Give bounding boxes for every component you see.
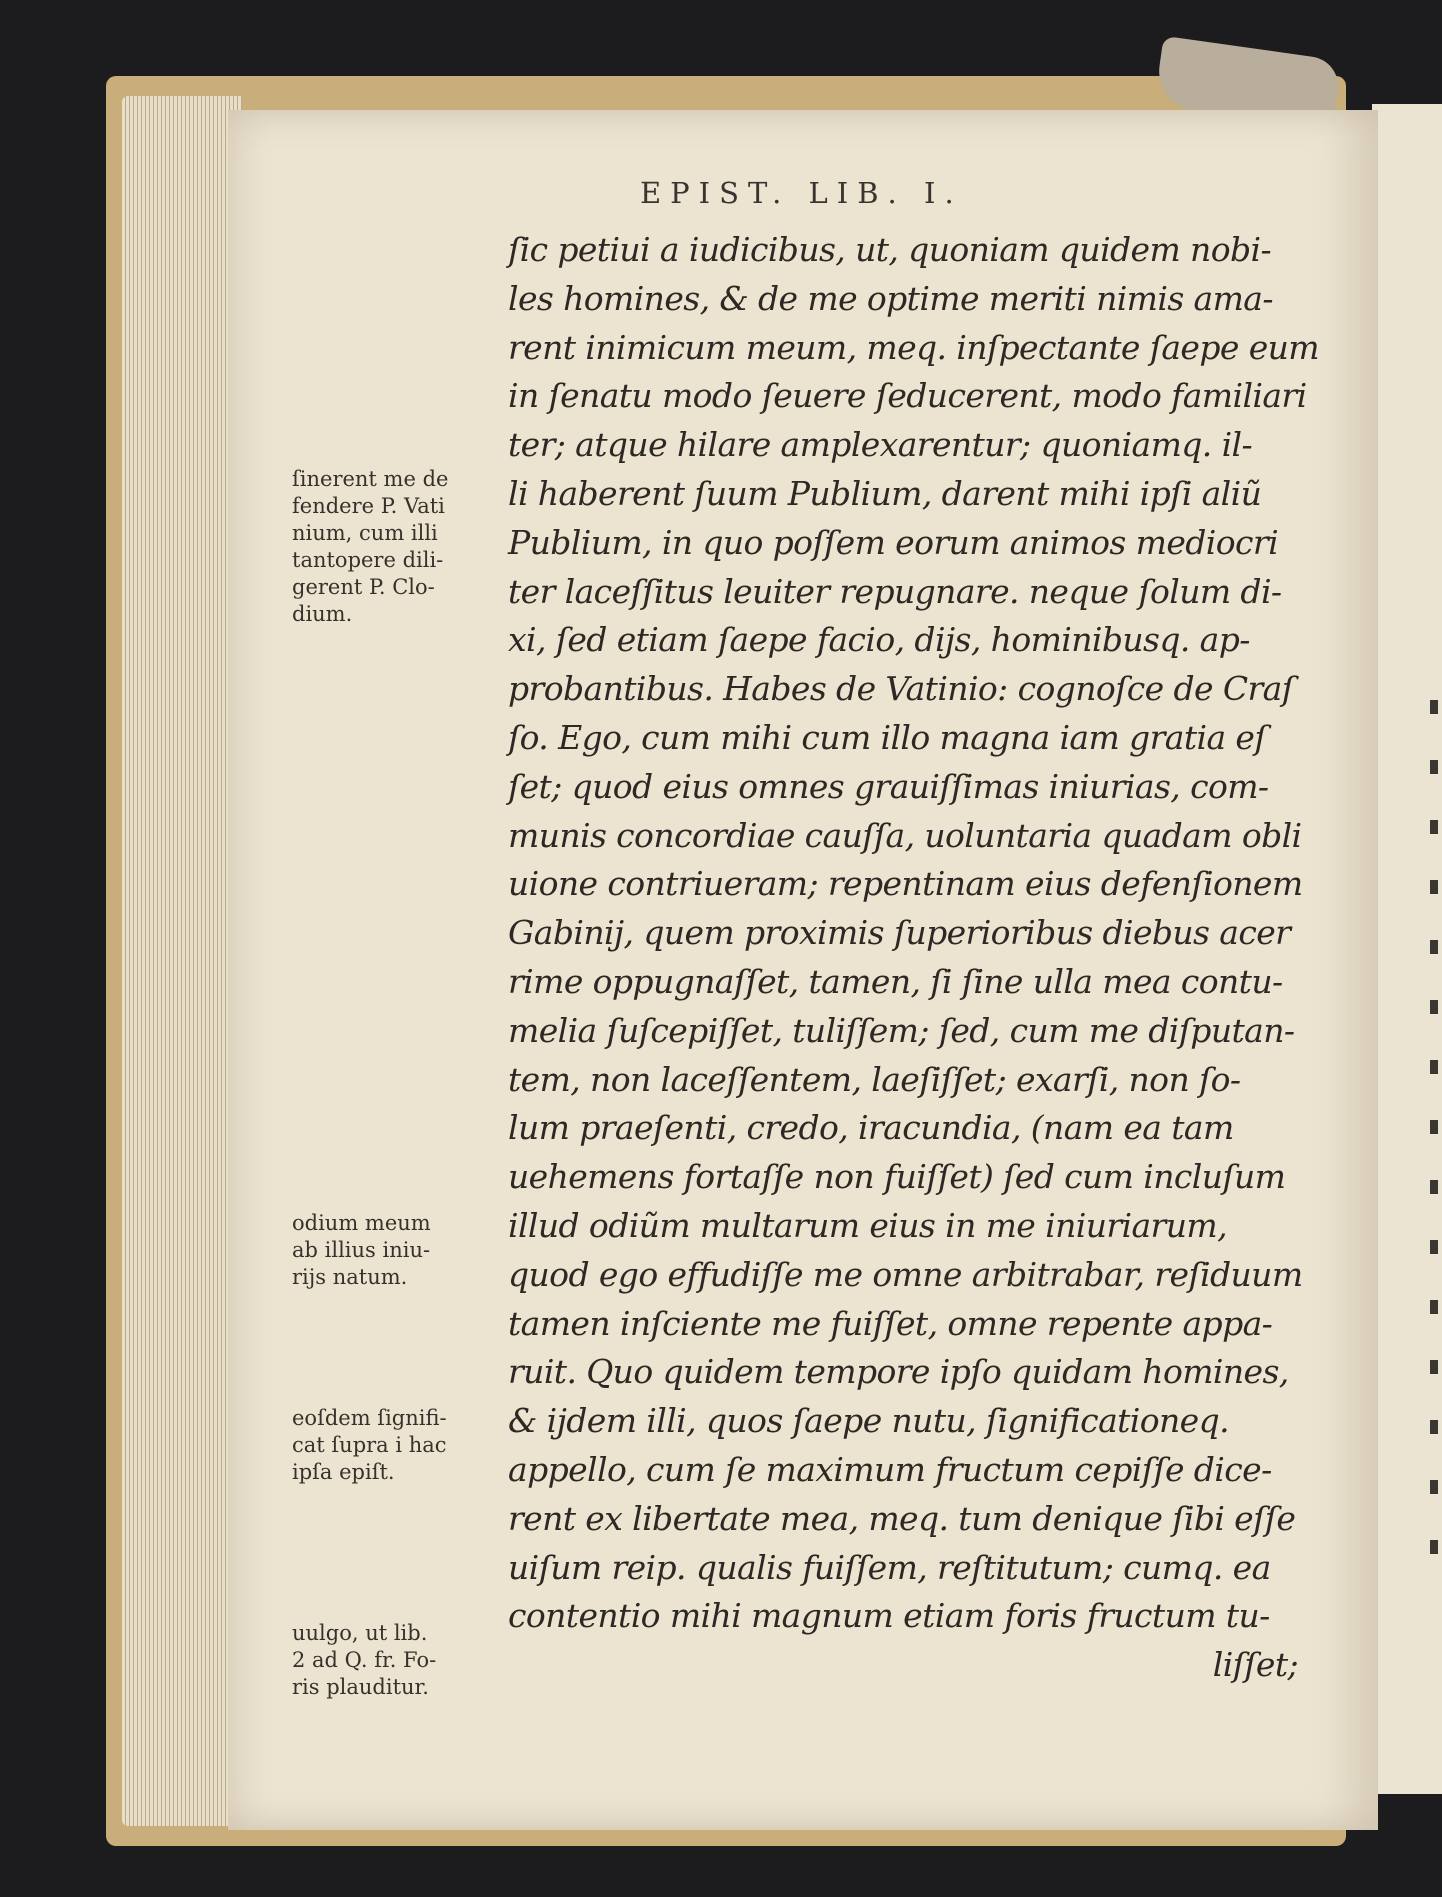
margin-note xyxy=(292,466,502,628)
text-line: lum praeſenti, credo, iracundia, (nam ea tam xyxy=(508,1108,1234,1148)
text-line: xi, ſed etiam ſaepe facio, dijs, hominibusq. ap- xyxy=(508,620,1250,660)
margin-note-line: tantopere dili- xyxy=(292,548,444,572)
text-line: rent ex libertate mea, meq. tum denique ſibi eſſe xyxy=(508,1498,1296,1538)
text-line: rent inimicum meum, meq. inſpectante ſaepe eum xyxy=(508,327,1319,367)
margin-note-line: rijs natum. xyxy=(292,1265,408,1289)
text-line: contentio mihi magnum etiam foris fructum tu- xyxy=(508,1596,1270,1636)
margin-note-line: ipſa epiſt. xyxy=(292,1460,395,1484)
text-line: tamen inſciente me fuiſſet, omne repente appa- xyxy=(508,1303,1273,1343)
text-line: ſet; quod eius omnes grauiſſimas iniurias, com- xyxy=(508,766,1269,806)
margin-note-line: nium, cum illi xyxy=(292,521,438,545)
margin-note-line: ſinerent me de xyxy=(292,467,449,491)
facing-page-text-marks xyxy=(1430,700,1438,1600)
margin-note xyxy=(292,1210,502,1291)
margin-note-line: gerent P. Clo- xyxy=(292,575,435,599)
text-line: ſic petiui a iudicibus, ut, quoniam quidem nobi- xyxy=(508,230,1272,269)
text-line: uehemens fortaſſe non fuiſſet) ſed cum incluſum xyxy=(508,1157,1286,1197)
running-head: EPIST. LIB. I. xyxy=(640,176,963,210)
text-line: Gabinij, quem proximis ſuperioribus diebus acer xyxy=(508,913,1291,953)
text-line: uiſum reip. qualis fuiſſem, reſtitutum; cumq. ea xyxy=(508,1547,1271,1587)
margin-note xyxy=(292,1620,502,1701)
text-line: munis concordiae cauſſa, uoluntaria quadam obli xyxy=(508,815,1302,855)
text-line: ter laceſſitus leuiter repugnare. neque ſolum di- xyxy=(508,571,1282,611)
text-line: appello, cum ſe maximum fructum cepiſſe dice- xyxy=(508,1449,1272,1489)
text-line: melia ſuſcepiſſet, tuliſſem; ſed, cum me diſputan- xyxy=(508,1010,1295,1050)
text-line: in ſenatu modo ſeuere ſeducerent, modo familiari xyxy=(508,376,1307,416)
text-line: illud odiũm multarum eius in me iniuriarum, xyxy=(508,1205,1227,1245)
margin-note-line: odium meum xyxy=(292,1211,431,1235)
text-line: & ijdem illi, quos ſaepe nutu, ſignificationeq. xyxy=(508,1401,1230,1441)
text-line: tem, non laceſſentem, laeſiſſet; exarſi, non ſo- xyxy=(508,1059,1241,1099)
margin-note-line: fendere P. Vati xyxy=(292,494,445,518)
margin-note-line: ab illius iniu- xyxy=(292,1238,431,1262)
text-line: les homines, & de me optime meriti nimis ama- xyxy=(508,278,1273,318)
main-text-block xyxy=(508,226,1324,1690)
text-line: li haberent ſuum Publium, darent mihi ipſi aliũ xyxy=(508,473,1262,513)
margin-note-line: cat ſupra i hac xyxy=(292,1433,447,1457)
text-line: Publium, in quo poſſem eorum animos mediocri xyxy=(508,522,1279,562)
text-line: probantibus. Habes de Vatinio: cognoſce de Craſ xyxy=(508,669,1294,709)
page-edges xyxy=(122,96,242,1826)
text-line: uione contriueram; repentinam eius defenſionem xyxy=(508,864,1303,904)
catchword-line: liſſet; xyxy=(1212,1645,1298,1685)
margin-note-line: eoſdem ſignifi- xyxy=(292,1406,447,1430)
text-line: ter; atque hilare amplexarentur; quoniamq. il- xyxy=(508,425,1253,465)
text-line: ſo. Ego, cum mihi cum illo magna iam gratia eſ xyxy=(508,717,1266,757)
margin-note xyxy=(292,1405,502,1486)
margin-note-line: ris plauditur. xyxy=(292,1675,429,1699)
margin-note-line: uulgo, ut lib. xyxy=(292,1621,428,1645)
text-line: rime oppugnaſſet, tamen, ſi ſine ulla mea contu- xyxy=(508,961,1283,1001)
margin-note-line: dium. xyxy=(292,602,353,626)
text-line: ruit. Quo quidem tempore ipſo quidam homines, xyxy=(508,1352,1289,1392)
text-line: quod ego effudiſſe me omne arbitrabar, reſiduum xyxy=(508,1254,1303,1294)
margin-note-line: 2 ad Q. fr. Fo- xyxy=(292,1648,437,1672)
